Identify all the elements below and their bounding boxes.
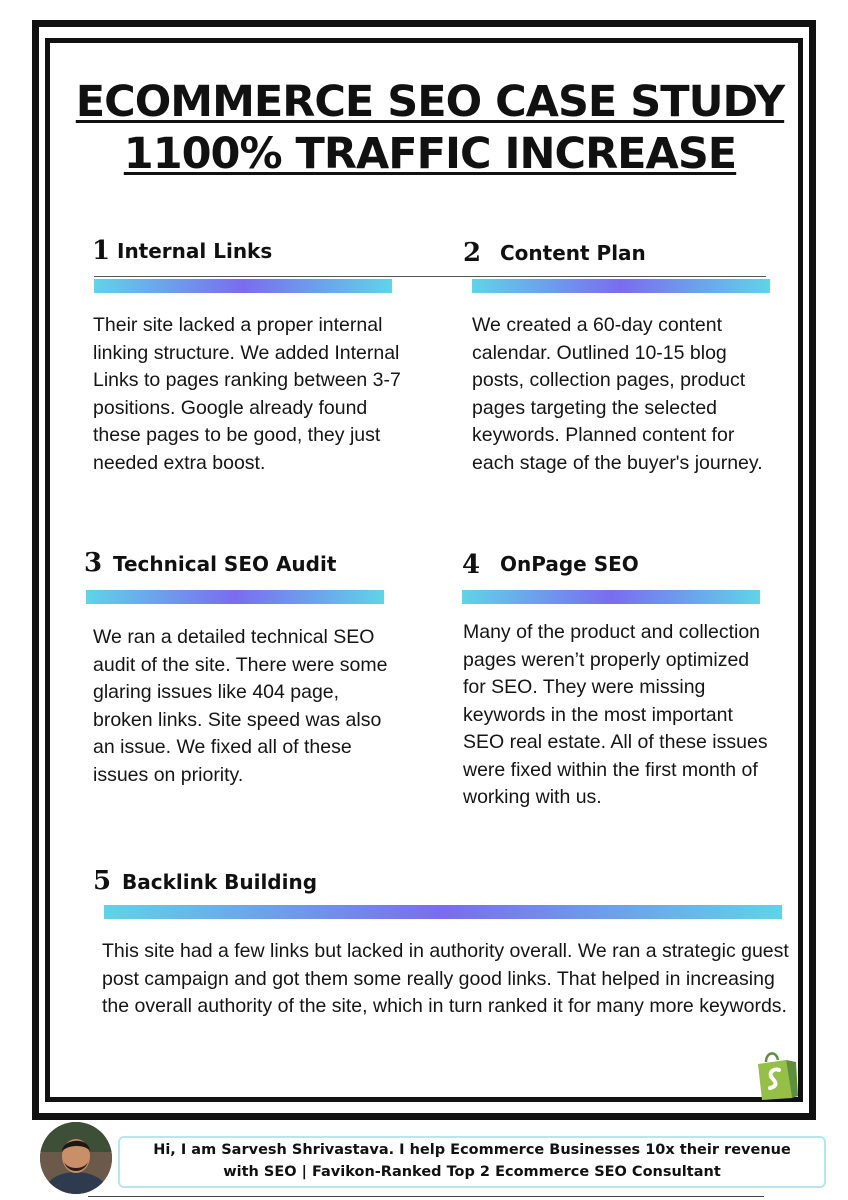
section-1-bar [94, 279, 392, 293]
section-5-number: 5 [93, 866, 112, 896]
section-4-bar [462, 590, 760, 604]
section-1-heading: Internal Links [117, 239, 273, 263]
section-5-heading: Backlink Building [122, 870, 318, 894]
header-divider [94, 276, 766, 277]
section-3-bar [86, 590, 384, 604]
title-line-2: 1100% TRAFFIC INCREASE [123, 129, 737, 179]
section-4-heading: OnPage SEO [500, 552, 639, 576]
title-line-1: ECOMMERCE SEO CASE STUDY [75, 77, 785, 127]
section-2-heading: Content Plan [500, 241, 646, 265]
section-5-bar [104, 905, 782, 919]
footer-divider [88, 1196, 764, 1197]
avatar-illustration [40, 1122, 112, 1194]
section-4-text: Many of the product and collection pages weren’t properly optimized for SEO. They were missing keywords in the most important SEO real estate. All of these issues were fixed within the first month of working with us. [463, 621, 768, 808]
author-bio-line-2: with SEO | Favikon-Ranked Top 2 Ecommerce SEO Consultant [223, 1164, 721, 1180]
section-3-number: 3 [84, 548, 103, 578]
section-2-number: 2 [463, 238, 482, 268]
section-1-text: Their site lacked a proper internal linking structure. We added Internal Links to pages ranking between 3-7 positions. Google already found these pages to be good, they just needed extra boost. [93, 314, 401, 474]
section-5-text: This site had a few links but lacked in authority overall. We ran a strategic guest post campaign and got them some really good links. That helped in increasing the overall authority of the site, which in turn ranked it for many more keywords. [102, 940, 789, 1017]
author-bio-line-1: Hi, I am Sarvesh Shrivastava. I help Ecommerce Businesses 10x their revenue [153, 1142, 791, 1158]
section-3-heading: Technical SEO Audit [113, 552, 337, 576]
shopify-bag-icon [752, 1048, 802, 1102]
author-bio [118, 1139, 826, 1183]
section-2-bar [472, 279, 770, 293]
section-4-number: 4 [462, 550, 481, 580]
section-2-text: We created a 60-day content calendar. Outlined 10-15 blog posts, collection pages, product pages targeting the selected keywords. Planned content for each stage of the buyer's journey. [472, 314, 763, 474]
section-3-text: We ran a detailed technical SEO audit of the site. There were some glaring issues like 404 page, broken links. Site speed was also an issue. We fixed all of these issues on priority. [93, 626, 388, 786]
section-1-number: 1 [92, 236, 111, 266]
author-avatar [40, 1122, 112, 1194]
